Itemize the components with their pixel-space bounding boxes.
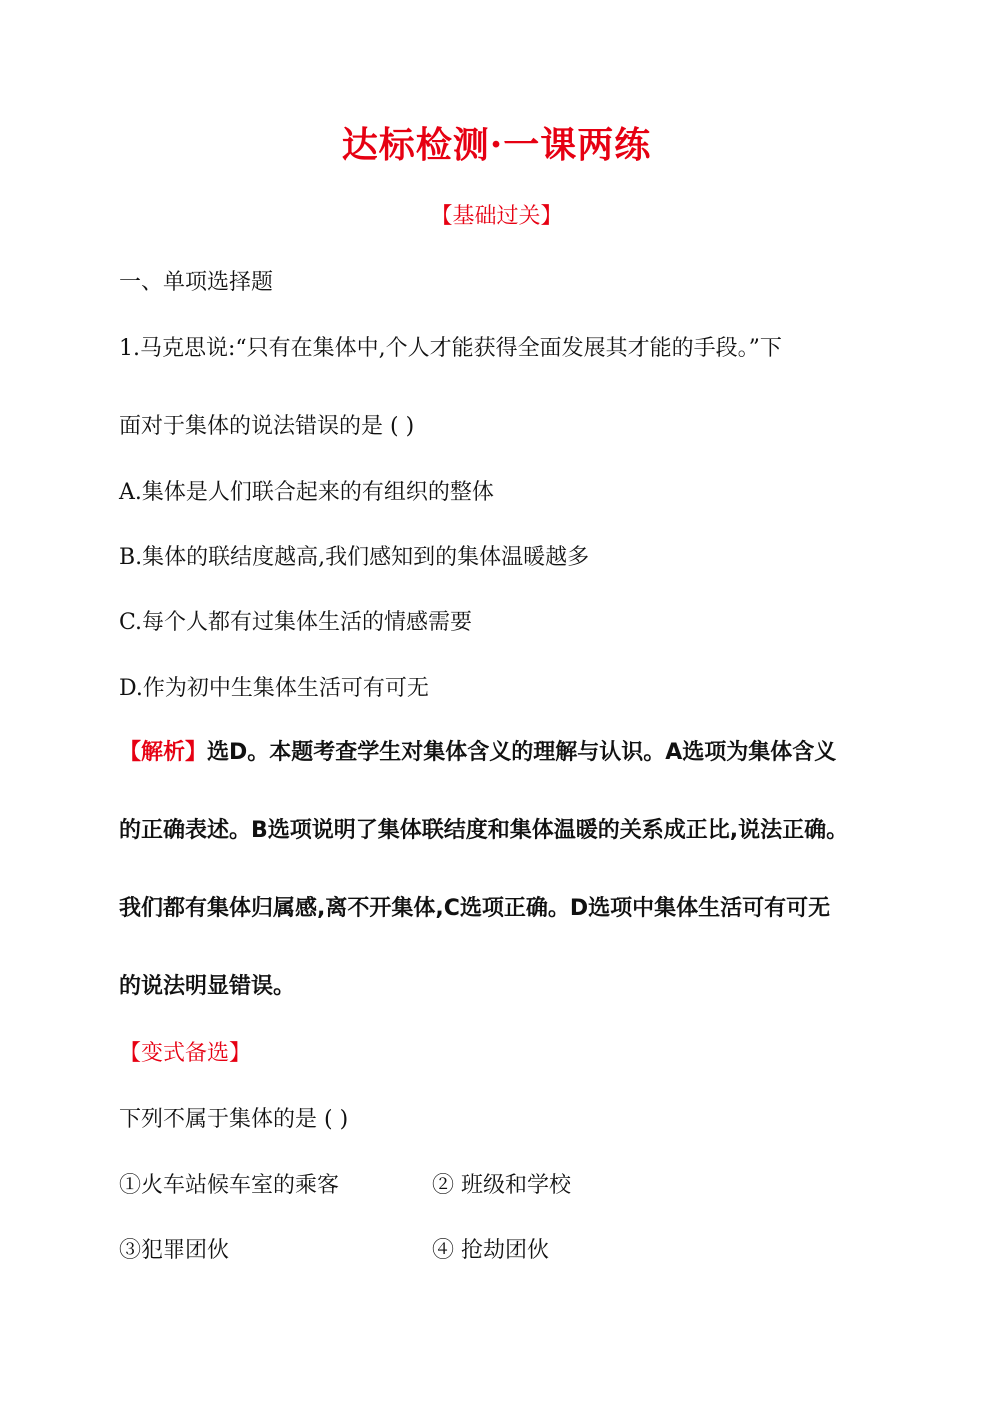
option-b: B.集体的联结度越高,我们感知到的集体温暖越多 [119, 545, 590, 570]
analysis-label: 【解析】 [119, 740, 208, 765]
question-1-line-1: 1.马克思说:“只有在集体中,个人才能获得全面发展其才能的手段。”下 [119, 336, 782, 361]
question-1-line-2: 面对于集体的说法错误的是 ( ) [119, 414, 415, 439]
variant-option-2: ② 班级和学校 [432, 1173, 571, 1198]
variant-question: 下列不属于集体的是 ( ) [119, 1107, 349, 1132]
variant-label: 【变式备选】 [119, 1041, 252, 1066]
option-c: C.每个人都有过集体生活的情感需要 [119, 610, 473, 635]
analysis-line-4: 的说法明显错误。 [119, 974, 296, 999]
analysis-line-3: 我们都有集体归属感,离不开集体,C选项正确。D选项中集体生活可有可无 [119, 896, 831, 921]
analysis-line-1-text: 选D。本题考查学生对集体含义的理解与认识。A选项为集体含义 [207, 740, 837, 765]
section-heading: 一、单项选择题 [119, 270, 274, 295]
analysis-line-2: 的正确表述。B选项说明了集体联结度和集体温暖的关系成正比,说法正确。 [119, 818, 849, 843]
variant-option-1: ①火车站候车室的乘客 [119, 1173, 340, 1198]
variant-option-3: ③犯罪团伙 [119, 1238, 230, 1263]
option-d: D.作为初中生集体生活可有可无 [119, 676, 429, 701]
analysis-line-1 [119, 742, 836, 764]
variant-option-4: ④ 抢劫团伙 [432, 1238, 549, 1263]
page-title: 达标检测·一课两练 [341, 124, 652, 166]
section-label-basic: 【基础过关】 [430, 204, 563, 229]
option-a: A.集体是人们联合起来的有组织的整体 [119, 480, 494, 505]
